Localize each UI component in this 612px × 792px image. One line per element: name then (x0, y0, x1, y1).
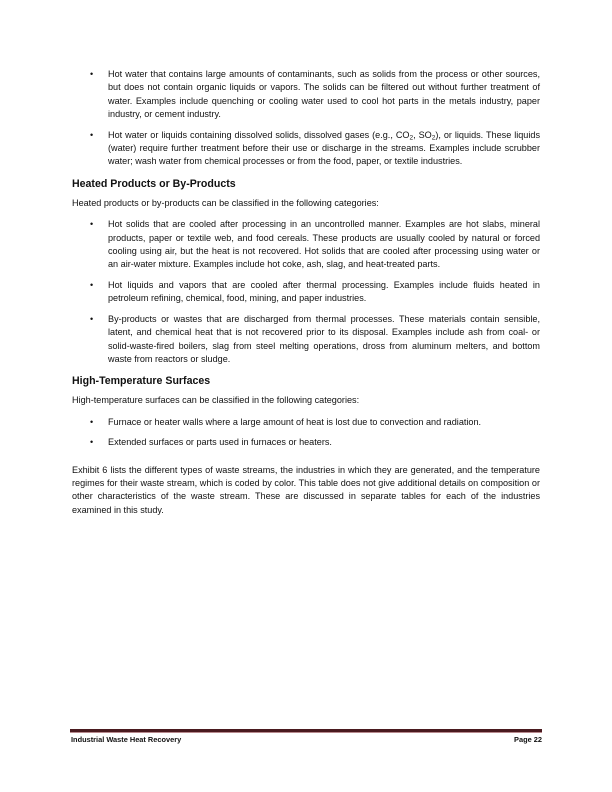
list-item-text: By-products or wastes that are discharged from thermal processes. These materials contain sensible, latent, and chemical heat that is not recovered prior to its disposal. Examples include ash from coal- or solid-waste-fired boilers, slag from steel melting operations, dross from aluminum melters, and bottom waste from reactors or sludge. (108, 313, 540, 364)
list-item (72, 218, 540, 272)
section-heading-high-temperature-surfaces: High-Temperature Surfaces (72, 375, 211, 388)
list-item-text: Extended surfaces or parts used in furnaces or heaters. (108, 437, 332, 448)
list-item-text: Hot liquids and vapors that are cooled after thermal processing. Examples include fluids heated in petroleum refining, chemical, food, mining, and paper industries. (108, 279, 540, 304)
section-intro: Heated products or by-products can be classified in the following categories: (72, 197, 379, 208)
bullet-icon: • (90, 219, 94, 230)
list-item (72, 436, 540, 449)
list-item-text: Hot water or liquids containing dissolved solids, dissolved gases (e.g., $CO_2$, $SO_2$), or liquids. These liquids (water) require further treatment before their use or discharge in the streams. Examples include scrubber water; wash water from chemical processes or from the food, paper, or textile industries. (108, 129, 540, 167)
section-intro: High-temperature surfaces can be classified in the following categories: (72, 395, 360, 406)
subscript: 2 (431, 134, 436, 142)
bullet-icon: • (90, 129, 94, 140)
water-bullet-list (72, 68, 540, 169)
bullet-icon: • (90, 313, 94, 324)
bullet-icon: • (90, 69, 94, 79)
list-item (72, 313, 540, 367)
surfaces-bullet-list (72, 416, 540, 450)
list-item (72, 416, 540, 429)
list-item-text: Hot solids that are cooled after processing in an uncontrolled manner. Examples are hot slabs, mineral products, paper or textile web, and food cereals. These products are usually cooled by natural or forced cooling using air, but the heat is not recovered. Hot solids that are cooled after processing using water or an air-water mixture. Examples include hot coke, ash, slag, and heat-treated parts. (108, 219, 540, 270)
bullet-icon: • (90, 437, 94, 448)
list-item (72, 279, 540, 306)
list-item (72, 68, 540, 122)
list-item (72, 129, 540, 169)
footer-page-number: Page 22 (514, 735, 542, 744)
bullet-icon: • (90, 416, 94, 427)
document-body (72, 68, 540, 517)
list-item-text: Hot water that contains large amounts of contaminants, such as solids from the process or other sources, but does not contain organic liquids or vapors. The solids can be filtered out without further treatment of water. Examples include quenching or cooling water used to cool hot parts in the metals industry, paper industry, or cement industry. (108, 69, 540, 120)
footer-document-title: Industrial Waste Heat Recovery (71, 735, 182, 744)
closing-paragraph: Exhibit 6 lists the different types of waste streams, the industries in which they are generated, and the temperature regimes for their waste stream, which is coded by color. This table does not give additional details on composition or other characteristics of the waste stream. These are discussed in separate tables for each of the industries examined in this study. (72, 464, 540, 515)
subscript: 2 (409, 134, 414, 142)
heated-bullet-list (72, 218, 540, 366)
section-heading-heated-products: Heated Products or By-Products (72, 177, 236, 190)
footer-rule-accent (70, 732, 542, 733)
list-item-text: Furnace or heater walls where a large amount of heat is lost due to convection and radiation. (108, 416, 482, 427)
bullet-icon: • (90, 279, 94, 290)
